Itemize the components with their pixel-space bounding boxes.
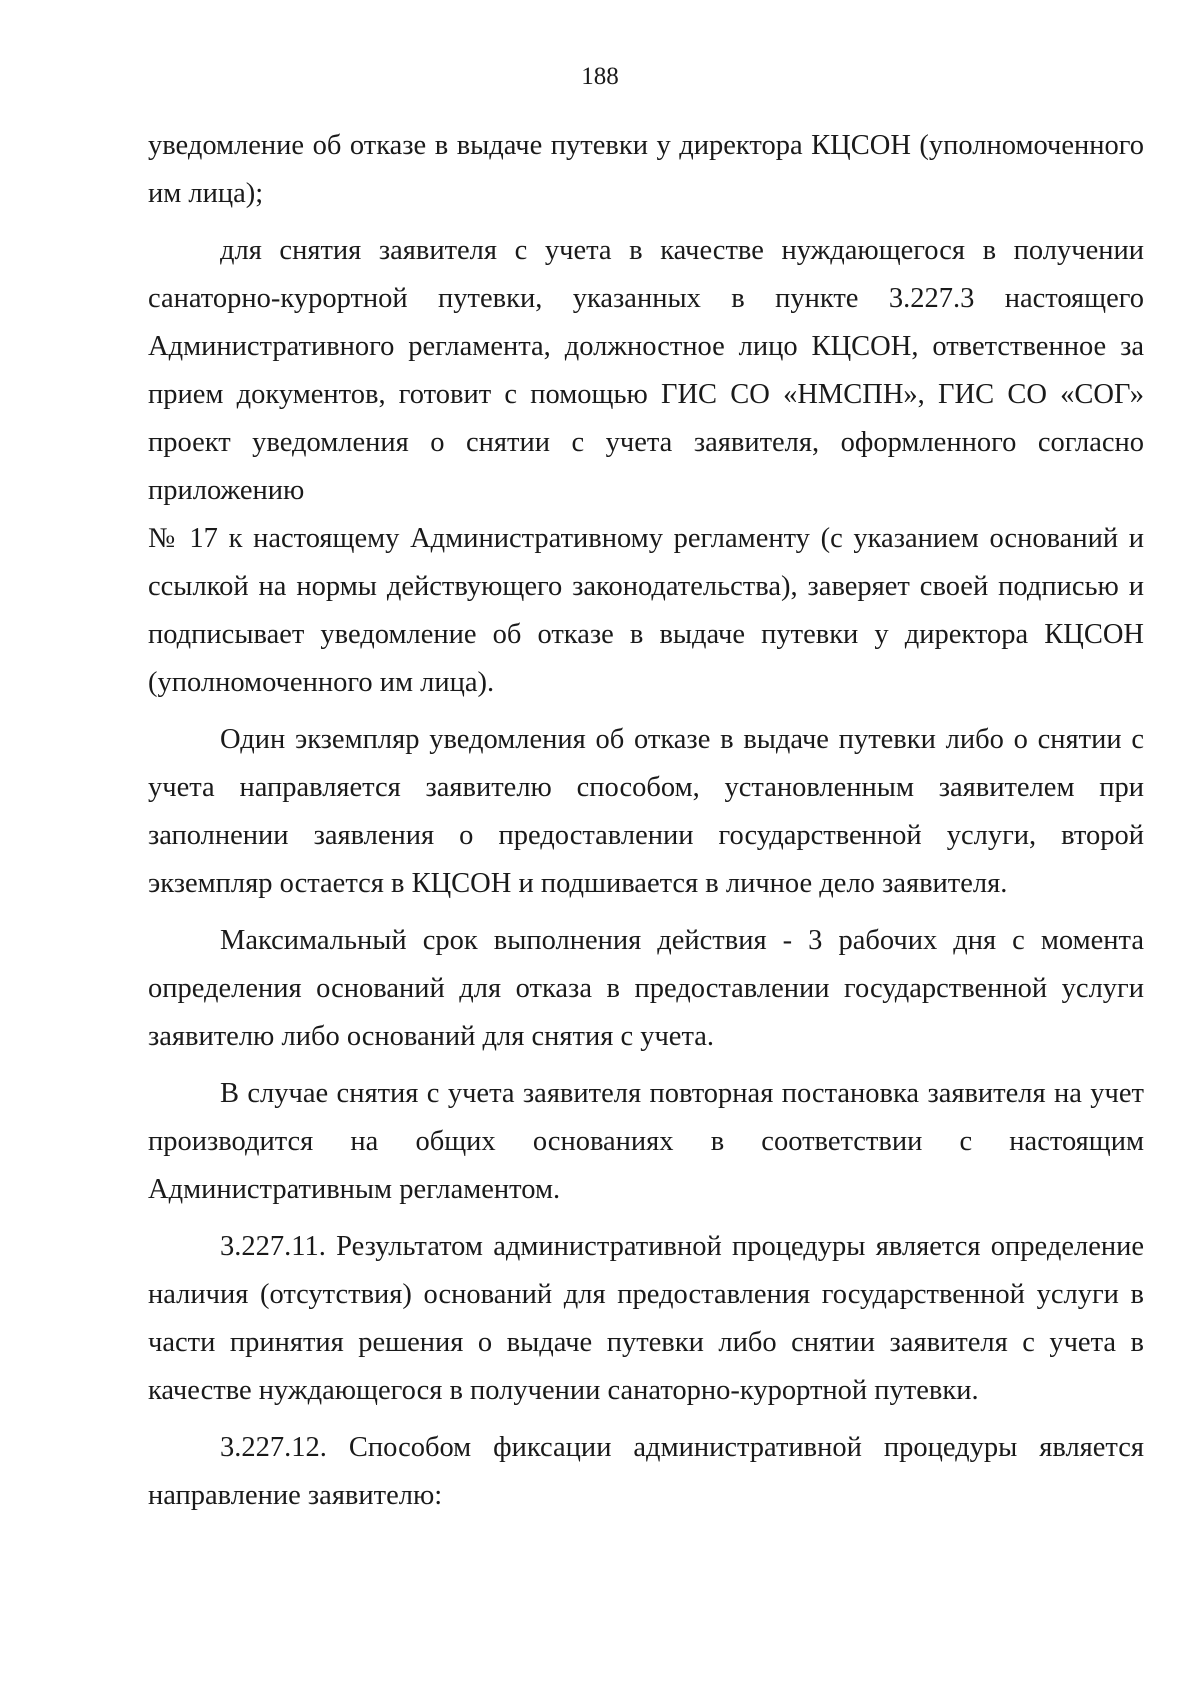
paragraph-refusal-notice-signing: уведомление об отказе в выдаче путевки у директора КЦСОН (уполномоченного им лица); xyxy=(148,130,1144,209)
paragraph-appendix-17-reference: № 17 к настоящему Административному регламенту (с указанием оснований и ссылкой на нормы действующего законодательства), заверяет своей подписью и подписывает уведомление об отказе в выдаче путевки у директора КЦСОН (уполномоченного им лица). xyxy=(148,523,1144,698)
paragraph-3-227-11-result: 3.227.11. Результатом административной процедуры является определение наличия (отсутствия) оснований для предоставления государственной услуги в части принятия решения о выдаче путевки либо снятии заявителя с учета в качестве нуждающегося в получении санаторно-курортной путевки. xyxy=(148,1231,1144,1406)
paragraph-3-227-12-fixation: 3.227.12. Способом фиксации административной процедуры является направление заявителю: xyxy=(148,1432,1144,1511)
paragraph-notice-copies: Один экземпляр уведомления об отказе в выдаче путевки либо о снятии с учета направляется заявителю способом, установленным заявителем при заполнении заявления о предоставлении государственной услуги, второй экземпляр остается в КЦСОН и подшивается в личное дело заявителя. xyxy=(148,724,1144,899)
document-body xyxy=(148,122,1144,1520)
paragraph-re-registration: В случае снятия с учета заявителя повторная постановка заявителя на учет производится на общих основаниях в соответствии с настоящим Административным регламентом. xyxy=(148,1078,1144,1205)
page-number: 188 xyxy=(581,63,619,90)
paragraph-max-duration: Максимальный срок выполнения действия - 3 рабочих дня с момента определения оснований для отказа в предоставлении государственной услуги заявителю либо оснований для снятия с учета. xyxy=(148,925,1144,1052)
paragraph-deregistration-procedure: для снятия заявителя с учета в качестве нуждающегося в получении санаторно-курортной путевки, указанных в пункте 3.227.3 настоящего Административного регламента, должностное лицо КЦСОН, ответственное за прием документов, готовит с помощью ГИС СО «НМСПН», ГИС СО «СОГ» проект уведомления о снятии с учета заявителя, оформленного согласно приложению xyxy=(148,235,1144,506)
